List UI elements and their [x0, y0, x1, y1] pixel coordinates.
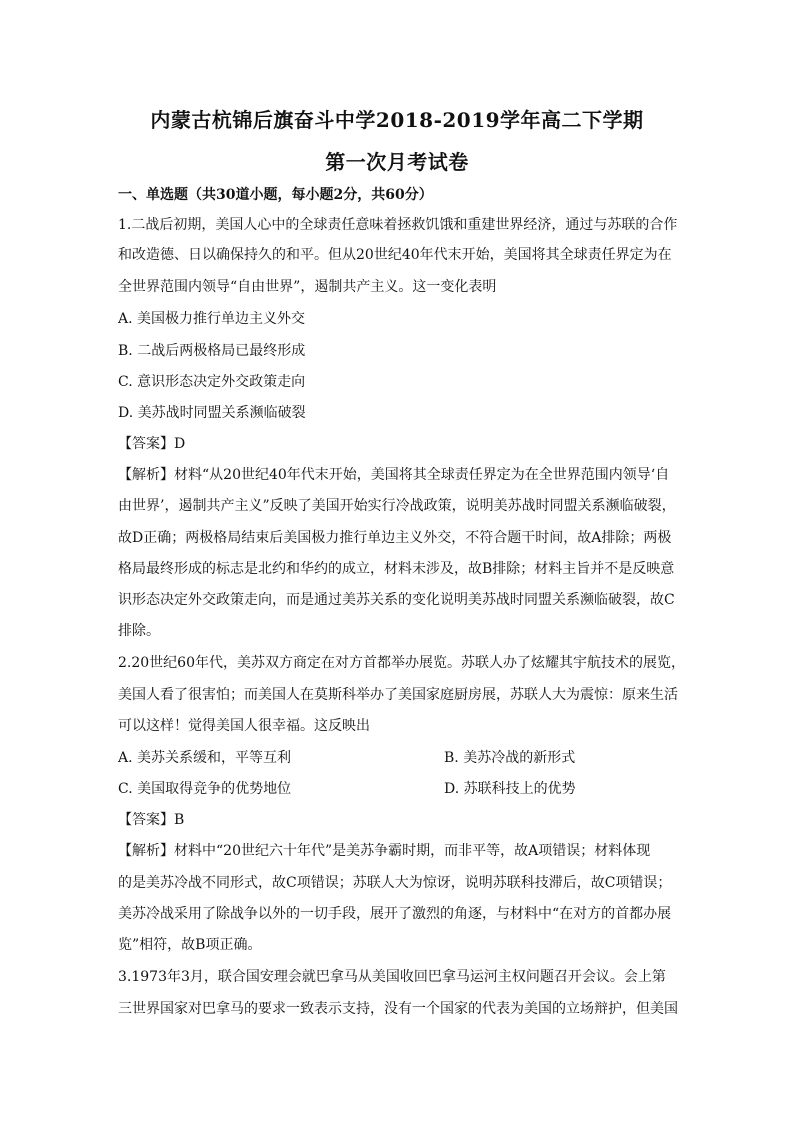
q1-stem-line: 1.二战后初期，美国人心中的全球责任意味着拯救饥饿和重建世界经济，通过与苏联的合作 [118, 217, 678, 233]
q1-analysis-line: 故D正确；两极格局结束后美国极力推行单边主义外交，不符合题干时间，故A排除；两极 [118, 530, 672, 546]
q3-stem-line: 三世界国家对巴拿马的要求一致表示支持，没有一个国家的代表为美国的立场辩护，但美国 [118, 1001, 678, 1017]
q2-option-a: A. 美苏关系缓和，平等互利 [118, 750, 292, 766]
exam-title-line2: 第一次月考试卷 [325, 150, 469, 174]
q2-stem-line: 美国人看了很害怕；而美国人在莫斯科举办了美国家庭厨房展，苏联人大为震惊：原来生活 [118, 687, 678, 703]
q1-option-a: A. 美国极力推行单边主义外交 [118, 311, 306, 327]
q1-stem-line: 全世界范围内领导“自由世界”，遏制共产主义。这一变化表明 [118, 279, 497, 295]
q2-analysis-line: 【解析】材料中“20世纪六十年代”是美苏争霸时期，而非平等，故A项错误；材料体现 [118, 843, 651, 859]
q1-option-b: B. 二战后两极格局已最终形成 [118, 343, 306, 359]
q1-stem-line: 和改造德、日以确保持久的和平。但从20世纪40年代末开始，美国将其全球责任界定为在 [118, 247, 672, 263]
q1-answer: 【答案】D [118, 436, 186, 452]
q1-option-c: C. 意识形态决定外交政策走向 [118, 374, 306, 390]
exam-title-line1: 内蒙古杭锦后旗奋斗中学2018-2019学年高二下学期 [150, 108, 644, 132]
q2-analysis-line: 美苏冷战采用了除战争以外的一切手段，展开了激烈的角逐，与材料中“在对方的首都办展 [118, 906, 672, 922]
q1-analysis-line: 【解析】材料“从20世纪40年代末开始，美国将其全球责任界定为在全世界范围内领导‘自 [118, 467, 670, 483]
q1-option-d: D. 美苏战时同盟关系濒临破裂 [118, 405, 306, 421]
q2-analysis-line: 的是美苏冷战不同形式，故C项错误；苏联人大为惊讶，说明苏联科技滞后，故C项错误； [118, 875, 672, 891]
q2-stem-line: 2.20世纪60年代，美苏双方商定在对方首都举办展览。苏联人办了炫耀其宇航技术的展览， [118, 655, 685, 671]
q3-stem-line: 3.1973年3月，联合国安理会就巴拿马从美国收回巴拿马运河主权问题召开会议。会上第 [118, 969, 666, 985]
q2-stem-line: 可以这样！觉得美国人很幸福。这反映出 [118, 718, 370, 734]
q2-option-c: C. 美国取得竞争的优势地位 [118, 781, 292, 797]
section-heading: 一、单选题（共30道小题，每小题2分，共60分） [118, 187, 433, 203]
q2-option-d: D. 苏联科技上的优势 [444, 781, 576, 797]
q1-analysis-line: 由世界’，遏制共产主义”反映了美国开始实行冷战政策，说明美苏战时同盟关系濒临破裂， [118, 498, 676, 514]
q2-option-b: B. 美苏冷战的新形式 [444, 750, 576, 766]
q2-answer: 【答案】B [118, 812, 185, 828]
q1-analysis-line: 识形态决定外交政策走向，而是通过美苏关系的变化说明美苏战时同盟关系濒临破裂，故C [118, 592, 675, 608]
q1-analysis-line: 格局最终形成的标志是北约和华约的成立，材料未涉及，故B排除；材料主旨并不是反映意 [118, 561, 675, 577]
q2-analysis-line: 览”相符，故B项正确。 [118, 937, 262, 953]
q1-analysis-line: 排除。 [118, 623, 160, 639]
